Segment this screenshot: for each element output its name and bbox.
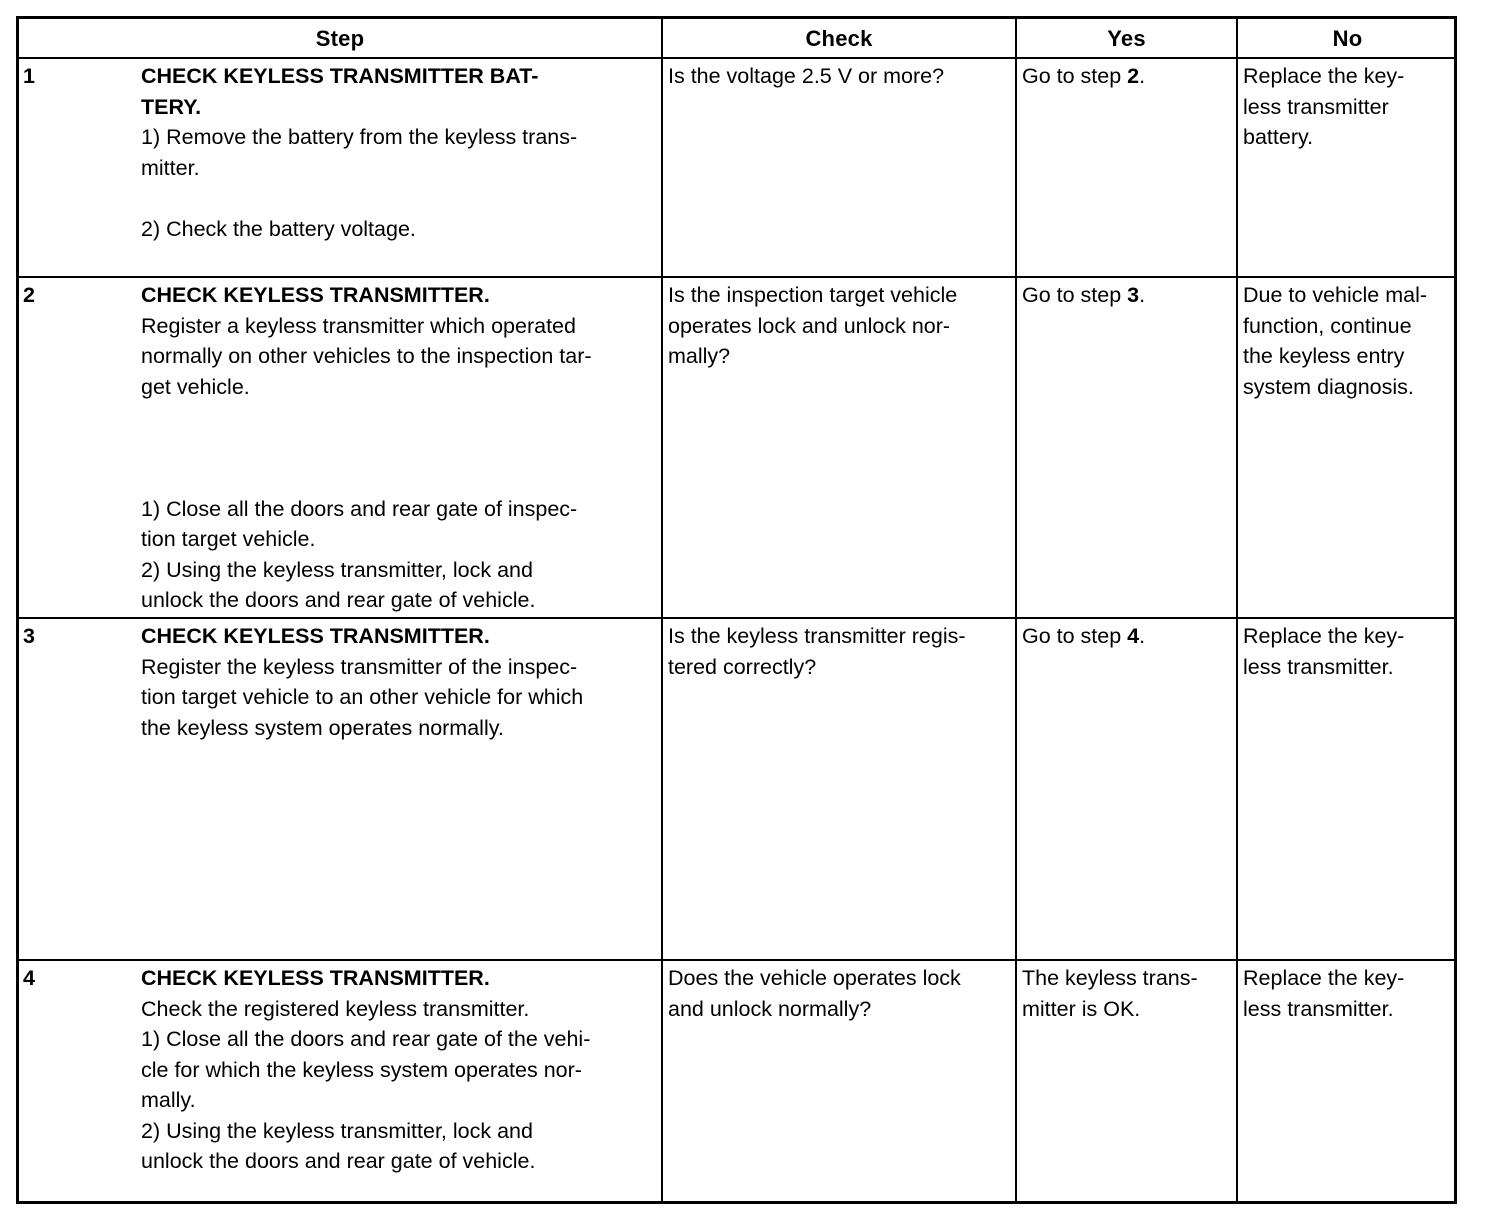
row-divider <box>19 617 1454 619</box>
row-4-step <box>141 963 590 1177</box>
no-line: less transmitter. <box>1243 654 1394 679</box>
step-title-line: CHECK KEYLESS TRANSMITTER. <box>141 283 490 307</box>
no-line: less transmitter. <box>1243 996 1394 1021</box>
step-text-line: cle for which the keyless system operates nor- <box>141 1057 582 1082</box>
yes-text: Go to step <box>1022 283 1128 307</box>
row-4-yes <box>1022 963 1198 1024</box>
no-line: Replace the key- <box>1243 64 1405 88</box>
row-2-no <box>1243 280 1427 402</box>
step-title-line: CHECK KEYLESS TRANSMITTER. <box>141 966 490 990</box>
check-line: Is the keyless transmitter regis- <box>668 624 966 648</box>
header-yes: Yes <box>1107 26 1146 51</box>
no-line: battery. <box>1243 125 1314 149</box>
step-text-line: 1) Close all the doors and rear gate of the vehi- <box>141 1027 591 1051</box>
yes-step-ref: 4 <box>1127 624 1140 648</box>
step-text-line: 2) Using the keyless transmitter, lock and <box>141 557 533 582</box>
check-line: mally? <box>668 344 731 368</box>
step-text-line: unlock the doors and rear gate of vehicle. <box>141 588 536 612</box>
row-1-no <box>1243 61 1404 153</box>
row-4-no <box>1243 963 1404 1024</box>
diagnosis-table <box>16 16 1457 1204</box>
row-4-number: 4 <box>23 966 35 990</box>
yes-suffix: . <box>1139 283 1146 307</box>
row-1-step <box>141 61 577 244</box>
no-line: Replace the key- <box>1243 624 1405 648</box>
step-text-line: mally. <box>141 1088 196 1112</box>
yes-step-ref: 2 <box>1127 64 1140 88</box>
row-1-yes <box>1022 61 1145 92</box>
step-title-line: CHECK KEYLESS TRANSMITTER. <box>141 624 490 648</box>
row-2-step <box>141 280 592 616</box>
column-divider <box>661 19 663 1201</box>
row-3-yes <box>1022 621 1145 652</box>
check-line: Does the vehicle operates lock <box>668 966 961 990</box>
no-line: function, continue <box>1243 313 1412 338</box>
row-2-number: 2 <box>23 283 35 307</box>
row-3-check <box>668 621 966 682</box>
yes-line: The keyless trans- <box>1022 966 1198 990</box>
check-line: and unlock normally? <box>668 996 872 1021</box>
row-2-check <box>668 280 957 372</box>
row-1-number: 1 <box>23 64 35 88</box>
step-title-line: CHECK KEYLESS TRANSMITTER BAT- <box>141 64 539 88</box>
row-3-number: 3 <box>23 624 35 648</box>
step-text-line: tion target vehicle to an other vehicle for which <box>141 685 584 709</box>
yes-step-ref: 3 <box>1127 283 1140 307</box>
yes-suffix: . <box>1139 64 1146 88</box>
check-line: Is the voltage 2.5 V or more? <box>668 64 945 88</box>
row-divider <box>19 959 1454 961</box>
no-line: less transmitter <box>1243 94 1389 119</box>
step-text-line: 2) Check the battery voltage. <box>141 216 416 241</box>
step-text-line: 1) Close all the doors and rear gate of inspec- <box>141 496 578 521</box>
check-line: operates lock and unlock nor- <box>668 313 951 338</box>
step-text-line: Check the registered keyless transmitter. <box>141 996 530 1021</box>
no-line: Due to vehicle mal- <box>1243 283 1428 307</box>
column-divider <box>1236 19 1238 1201</box>
step-text-line: normally on other vehicles to the inspection tar- <box>141 344 592 368</box>
yes-line: mitter is OK. <box>1022 996 1141 1021</box>
header-step: Step <box>315 26 365 51</box>
no-line: system diagnosis. <box>1243 374 1414 399</box>
row-2-yes <box>1022 280 1145 311</box>
row-divider <box>19 276 1454 278</box>
step-text-line: Register the keyless transmitter of the inspec- <box>141 654 578 679</box>
yes-suffix: . <box>1139 624 1146 648</box>
yes-text: Go to step <box>1022 64 1128 88</box>
row-3-no <box>1243 621 1404 682</box>
step-text-line: mitter. <box>141 155 200 180</box>
step-text-line: Register a keyless transmitter which operated <box>141 313 576 338</box>
step-text-line: 2) Using the keyless transmitter, lock and <box>141 1118 533 1143</box>
check-line: tered correctly? <box>668 654 817 679</box>
row-1-check <box>668 61 944 92</box>
no-line: Replace the key- <box>1243 966 1405 990</box>
header-check: Check <box>805 26 873 51</box>
yes-text: Go to step <box>1022 624 1128 648</box>
step-text-line: tion target vehicle. <box>141 527 316 551</box>
no-line: the keyless entry <box>1243 344 1405 368</box>
step-title-line: TERY. <box>141 94 202 119</box>
header-no: No <box>1332 26 1363 51</box>
column-divider <box>1015 19 1017 1201</box>
row-4-check <box>668 963 961 1024</box>
check-line: Is the inspection target vehicle <box>668 283 958 307</box>
row-3-step <box>141 621 583 743</box>
step-text-line: the keyless system operates normally. <box>141 715 504 740</box>
step-text-line: get vehicle. <box>141 374 250 399</box>
step-text-line: unlock the doors and rear gate of vehicle. <box>141 1149 536 1173</box>
step-text-line: 1) Remove the battery from the keyless trans- <box>141 125 578 149</box>
